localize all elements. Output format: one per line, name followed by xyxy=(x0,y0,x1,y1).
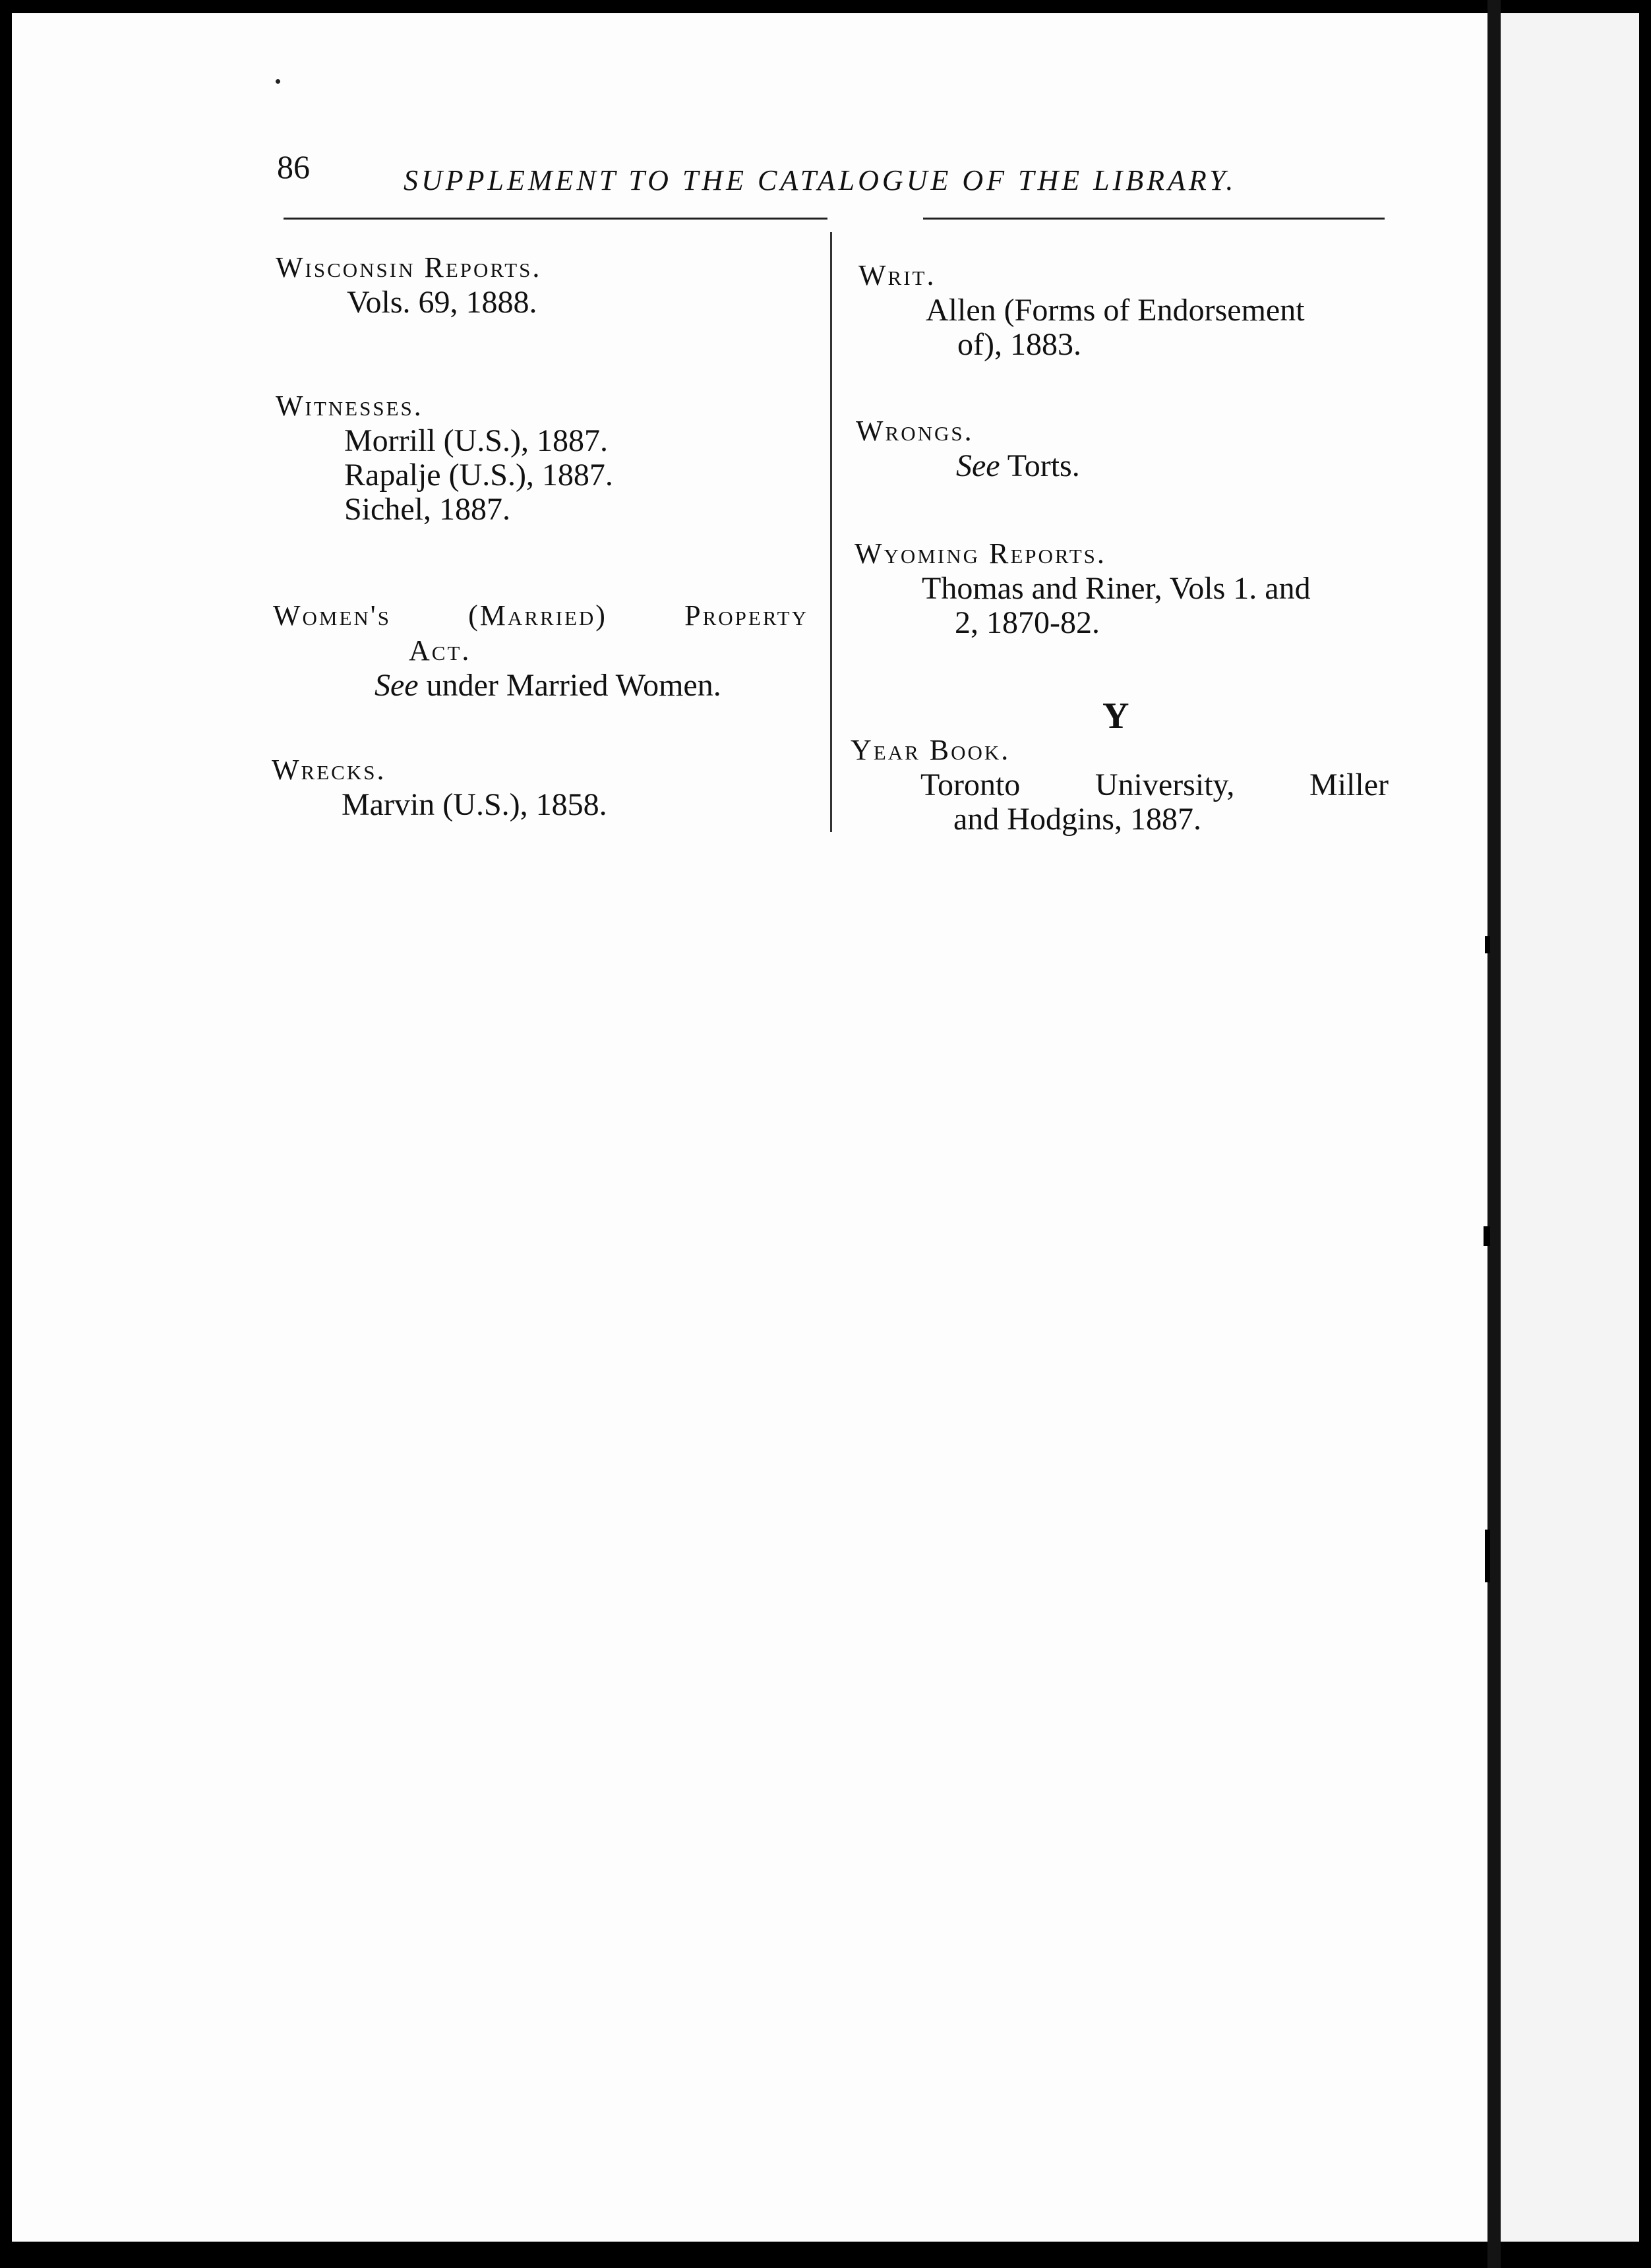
entry-writ xyxy=(858,258,1305,362)
entry-wrongs xyxy=(856,414,1080,483)
entry-line: and Hodgins, 1887. xyxy=(953,801,1201,837)
entry-cross-reference xyxy=(956,449,1080,483)
entry-heading-continuation: Act. xyxy=(409,634,471,667)
entry-line: Marvin (U.S.), 1858. xyxy=(342,787,607,822)
entry-line xyxy=(920,768,1389,802)
entry-line: Sichel, 1887. xyxy=(344,491,510,527)
entry-line: Thomas and Riner, Vols 1. and xyxy=(922,570,1311,606)
entry-line: Vols. 69, 1888. xyxy=(347,284,537,320)
entry-line: 2, 1870-82. xyxy=(955,605,1100,640)
heading-word: Property xyxy=(684,599,808,632)
see-target: under Married Women. xyxy=(426,667,721,703)
entry-heading: Wrecks. xyxy=(272,754,386,786)
entry-wyoming-reports xyxy=(855,537,1311,640)
entry-heading: Year Book. xyxy=(851,734,1011,766)
entry-heading: Wisconsin Reports. xyxy=(276,251,542,284)
entry-line: Allen (Forms of Endorsement xyxy=(926,292,1305,328)
entry-line: of), 1883. xyxy=(957,326,1081,362)
entry-heading: Wrongs. xyxy=(856,415,974,447)
entry-line: Rapalje (U.S.), 1887. xyxy=(344,457,613,492)
line-word: Toronto xyxy=(920,767,1021,802)
entry-line: Morrill (U.S.), 1887. xyxy=(344,423,608,458)
line-word: University, xyxy=(1095,767,1235,802)
see-target: Torts. xyxy=(1007,448,1080,483)
heading-word: (Married) xyxy=(468,599,607,632)
entry-year-book xyxy=(851,733,1389,837)
entry-heading: Wyoming Reports. xyxy=(855,537,1106,570)
section-letter-heading: Y xyxy=(1102,696,1129,736)
line-word: Miller xyxy=(1309,767,1389,802)
see-label: See xyxy=(956,448,1000,483)
heading-word: Women's xyxy=(273,599,391,632)
entry-heading: Witnesses. xyxy=(276,390,423,422)
see-label: See xyxy=(375,667,419,703)
page-number: 86 xyxy=(277,148,310,185)
running-title: SUPPLEMENT TO THE CATALOGUE OF THE LIBRARY. xyxy=(404,164,1237,196)
entry-heading: Writ. xyxy=(858,259,936,291)
